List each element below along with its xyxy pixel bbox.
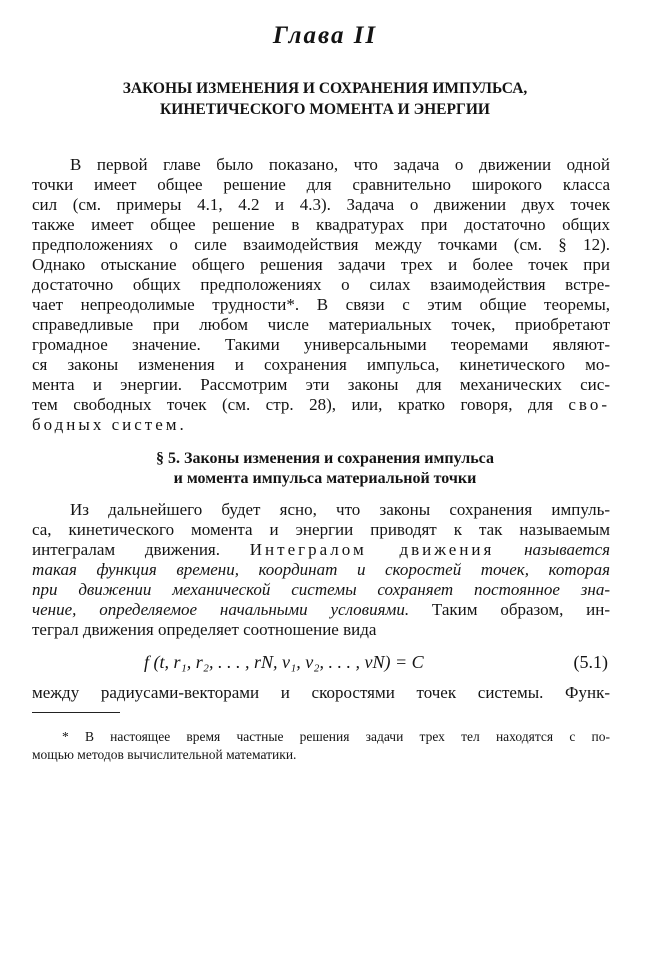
intro-line: Однако отыскание общего решения задачи трех и более точек при xyxy=(32,255,610,274)
intro-line: чает непреодолимые трудности*. В связи с этим общие теоремы, xyxy=(32,295,610,314)
footnote-divider xyxy=(32,712,120,713)
paragraph-line xyxy=(32,600,610,620)
italic-definition: называется xyxy=(524,540,611,559)
footnote-line: мощью методов вычислительной математики. xyxy=(32,747,297,762)
equation-number: (5.1) xyxy=(573,652,608,672)
paragraph-line: Из дальнейшего будет ясно, что законы сохранения импуль- xyxy=(70,500,610,519)
intro-line: справедливые при любом числе материальных точек, приобретают xyxy=(32,315,610,334)
intro-line: мента и энергии. Рассмотрим эти законы для механических сис- xyxy=(32,375,610,394)
italic-definition: чение, определяемое начальными условиями. xyxy=(32,600,410,619)
intro-line xyxy=(32,415,610,435)
paragraph-line: между радиусами-векторами и скоростями точек системы. Функ- xyxy=(32,683,610,702)
spaced-term: сво- xyxy=(568,395,611,414)
paragraph-line-text: интегралам движения. xyxy=(32,540,220,559)
paragraph-line: теграл движения определяет соотношение вида xyxy=(32,620,377,639)
spaced-term: Интегралом движения xyxy=(249,540,495,559)
italic-definition: при движении механической системы сохраняет постоянное зна- xyxy=(32,580,610,599)
intro-line: предположениях о силе взаимодействия между точками (см. § 12). xyxy=(32,235,610,254)
intro-line-text: тем свободных точек (см. стр. 28), или, кратко говоря, для xyxy=(32,395,553,414)
chapter-title: Глава II xyxy=(272,22,378,49)
intro-line: достаточно общих предположениях о силах взаимодействия встре- xyxy=(32,275,610,294)
italic-definition: такая функция времени, координат и скоростей точек, которая xyxy=(32,560,610,579)
equation xyxy=(32,652,610,676)
section-paragraph xyxy=(32,500,610,640)
intro-line xyxy=(32,395,610,415)
equation-formula: f (t, r₁, r₂, . . . , rN, v₁, v₂, . . . , vN) = C xyxy=(144,652,424,672)
section-title-line: и момента импульса материальной точки xyxy=(173,470,477,487)
footnote xyxy=(32,728,610,764)
intro-line: В первой главе было показано, что задача о движении одной xyxy=(70,155,610,174)
paragraph-line xyxy=(32,540,610,560)
chapter-subtitle xyxy=(40,78,610,120)
section-title xyxy=(40,449,610,489)
intro-line: точки имеет общее решение для сравнительно широкого класса xyxy=(32,175,610,194)
intro-line: сил (см. примеры 4.1, 4.2 и 4.3). Задача о движении двух точек xyxy=(32,195,610,214)
footnote-line: * В настоящее время частные решения задачи трех тел находятся с по- xyxy=(62,729,610,744)
intro-line: громадное значение. Такими универсальными теоремами являют- xyxy=(32,335,610,354)
intro-line: ся законы изменения и сохранения импульса, кинетического мо- xyxy=(32,355,610,374)
paragraph-line: са, кинетического момента и энергии приводят к так называемым xyxy=(32,520,610,539)
intro-paragraph xyxy=(32,155,610,435)
paragraph-line-text: Таким образом, ин- xyxy=(431,600,611,619)
spaced-term: бодных систем. xyxy=(32,415,187,434)
section-title-line: § 5. Законы изменения и сохранения импульса xyxy=(156,450,494,467)
chapter-subtitle-line: ЗАКОНЫ ИЗМЕНЕНИЯ И СОХРАНЕНИЯ ИМПУЛЬСА, xyxy=(122,80,528,97)
chapter-subtitle-line: КИНЕТИЧЕСКОГО МОМЕНТА И ЭНЕРГИИ xyxy=(160,101,490,118)
intro-line: также имеет общее решение в квадратурах при достаточно общих xyxy=(32,215,610,234)
